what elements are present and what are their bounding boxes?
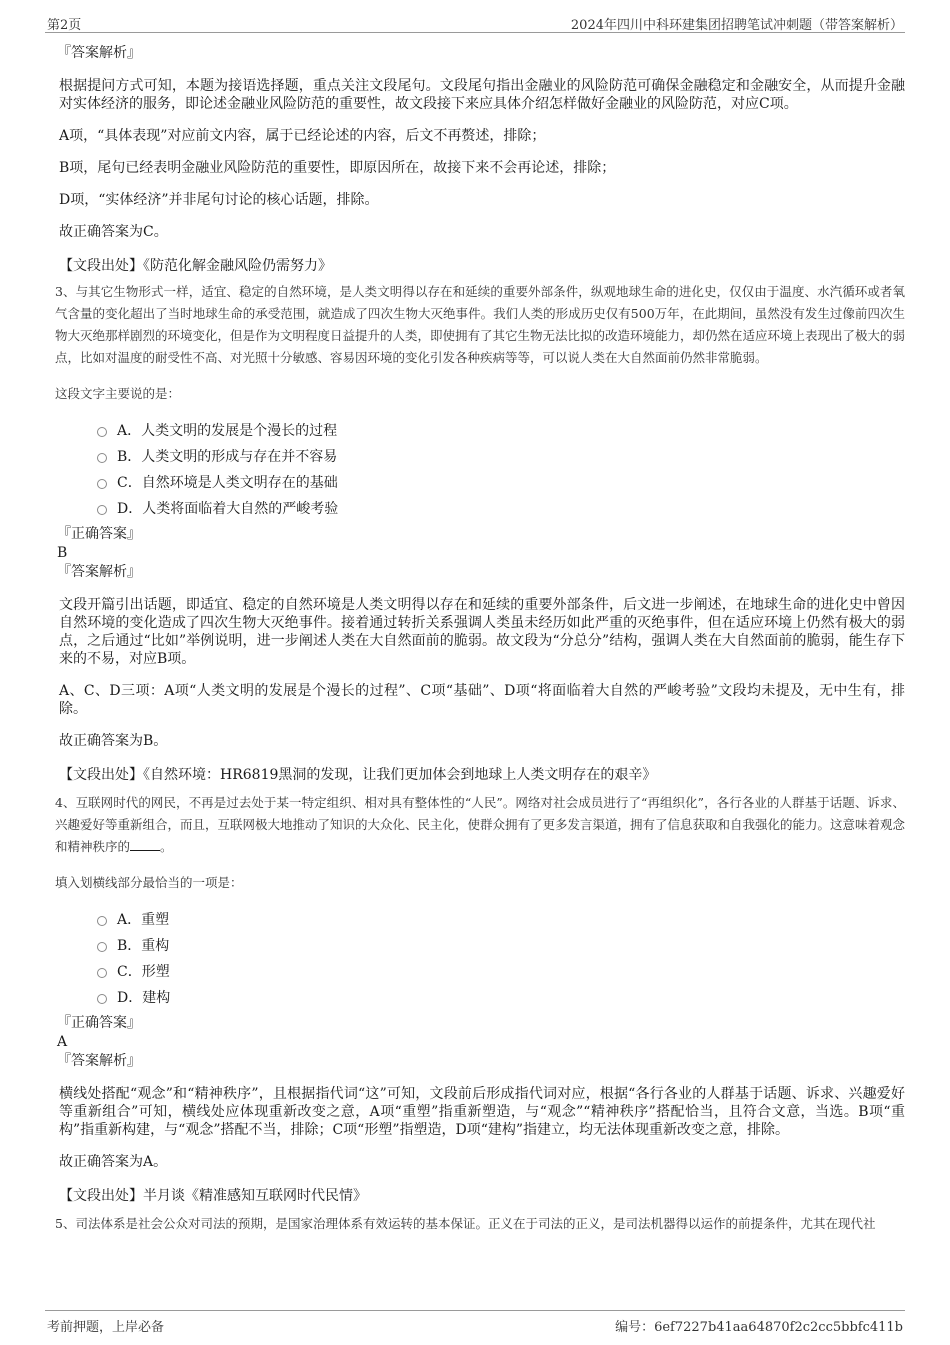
- question-3-prompt: 这段文字主要说的是：: [55, 386, 181, 401]
- question-4-option-d[interactable]: [97, 984, 905, 1010]
- prev-analysis-para-3: B项，尾句已经表明金融业风险防范的重要性，即原因所在，故接下来不会再论述，排除；: [59, 160, 616, 176]
- question-3-analysis-para-2: A、C、D三项：A项“人类文明的发展是个漫长的过程”、C项“基础”、D项“将面临着大自然的严峻考验”文段均未提及，无中生有，排除。: [59, 683, 905, 717]
- question-4-option-a[interactable]: [97, 906, 905, 932]
- question-3-option-b[interactable]: [97, 443, 905, 469]
- analysis-label: 『答案解析』: [57, 564, 141, 580]
- option-label: B．重构: [117, 938, 170, 954]
- question-3-answer: [55, 525, 905, 582]
- correct-answer-value: A: [57, 1034, 68, 1050]
- analysis-label: 『答案解析』: [57, 1053, 141, 1069]
- prev-source: 【文段出处】《防范化解金融风险仍需努力》: [59, 258, 332, 274]
- question-4-option-c[interactable]: [97, 958, 905, 984]
- option-label: B．人类文明的形成与存在并不容易: [117, 449, 338, 465]
- question-5-text-partial: 5、司法体系是社会公众对司法的预期，是国家治理体系有效运转的基本保证。正义在于司法的正义，是司法机器得以运作的前提条件，尤其在现代社: [55, 1216, 876, 1231]
- option-label: C．自然环境是人类文明存在的基础: [117, 475, 338, 491]
- question-3-option-a[interactable]: [97, 417, 905, 443]
- correct-answer-label: 『正确答案』: [57, 526, 141, 542]
- correct-answer-value: B: [57, 545, 68, 561]
- document-id: 编号：6ef7227b41aa64870f2c2cc5bbfc411b: [615, 1320, 903, 1335]
- prev-analysis-label: 『答案解析』: [57, 45, 141, 61]
- prev-analysis-para-4: D项，“实体经济”并非尾句讨论的核心话题，排除。: [59, 192, 379, 208]
- question-3-analysis-para-1: 文段开篇引出话题，即适宜、稳定的自然环境是人类文明得以存在和延续的重要外部条件，后文进一步阐述，在地球生命的进化史中曾因自然环境的变化造成了四次生物大灭绝事件。接着通过转折关系强调人类虽未经历如此严重的灭绝事件，但在适应环境上仍然有极大的弱点，之后通过“比如”举例说明，进一步阐述人类在大自然面前的脆弱。故文段为“分总分”结构，强调人类在大自然面前的脆弱，能生存下来的不易，对应B项。: [59, 597, 905, 667]
- page-header: [45, 12, 905, 33]
- question-3-option-d[interactable]: [97, 495, 905, 521]
- option-label: D．建构: [117, 990, 171, 1006]
- radio-icon[interactable]: [97, 942, 107, 952]
- question-4-conclusion: 故正确答案为A。: [59, 1154, 168, 1170]
- prev-analysis-conclusion: 故正确答案为C。: [59, 224, 168, 240]
- question-3-conclusion: 故正确答案为B。: [59, 733, 168, 749]
- question-4-source: 【文段出处】半月谈《精准感知互联网时代民情》: [59, 1188, 367, 1204]
- question-4-text-after: 。: [160, 839, 173, 854]
- radio-icon[interactable]: [97, 427, 107, 437]
- prev-analysis-para-1: 根据提问方式可知，本题为接语选择题，重点关注文段尾句。文段尾句指出金融业的风险防范可确保金融稳定和金融安全，从而提升金融对实体经济的服务，即论述金融业风险防范的重要性，故文段接下来应具体介绍怎样做好金融业的风险防范，对应C项。: [59, 78, 905, 112]
- correct-answer-label: 『正确答案』: [57, 1015, 141, 1031]
- fill-in-blank: [130, 838, 160, 851]
- question-4-options: [97, 906, 905, 1010]
- question-3-option-c[interactable]: [97, 469, 905, 495]
- question-4-option-b[interactable]: [97, 932, 905, 958]
- question-3-options: [97, 417, 905, 521]
- footer-slogan: 考前押题，上岸必备: [47, 1320, 165, 1335]
- question-4-prompt: 填入划横线部分最恰当的一项是：: [55, 875, 243, 890]
- radio-icon[interactable]: [97, 994, 107, 1004]
- question-4-answer: [55, 1014, 905, 1071]
- option-label: D．人类将面临着大自然的严峻考验: [117, 501, 339, 517]
- radio-icon[interactable]: [97, 505, 107, 515]
- page-content: [55, 44, 905, 1294]
- option-label: A．重塑: [117, 912, 170, 928]
- question-3-source: 【文段出处】《自然环境：HR6819黑洞的发现，让我们更加体会到地球上人类文明存在的艰辛》: [59, 767, 657, 783]
- radio-icon[interactable]: [97, 916, 107, 926]
- page-footer: [45, 1310, 905, 1333]
- radio-icon[interactable]: [97, 968, 107, 978]
- question-4-text-before: 4、互联网时代的网民，不再是过去处于某一特定组织、相对具有整体性的“人民”。网络对社会成员进行了“再组织化”，各行各业的人群基于话题、诉求、兴趣爱好等重新组合，而且，互联网极大地推动了知识的大众化、民主化，使群众拥有了更多发言渠道，拥有了信息获取和自我强化的能力。这意味着观念和精神秩序的: [55, 795, 905, 854]
- page-number: 第2页: [47, 18, 82, 33]
- prev-analysis-para-2: A项，“具体表现”对应前文内容，属于已经论述的内容，后文不再赘述，排除；: [59, 128, 546, 144]
- radio-icon[interactable]: [97, 479, 107, 489]
- question-3-text: 3、与其它生物形式一样，适宜、稳定的自然环境，是人类文明得以存在和延续的重要外部条件，纵观地球生命的进化史，仅仅由于温度、水汽循环或者氧气含量的变化超出了当时地球生命的承受范围，就造成了四次生物大灭绝事件。我们人类的形成历史仅有500万年，在此期间，虽然没有发生过像前四次生物大灭绝那样剧烈的环境变化，但是作为文明程度日益提升的人类，即使拥有了其它生物无法比拟的改造环境能力，却仍然在适应环境上表现出了极大的弱点，比如对温度的耐受性不高、对光照十分敏感、容易因环境的变化引发各种疾病等等，可以说人类在大自然面前仍然非常脆弱。: [55, 284, 905, 365]
- option-label: C．形塑: [117, 964, 170, 980]
- document-title: 2024年四川中科环建集团招聘笔试冲刺题（带答案解析）: [570, 18, 903, 33]
- radio-icon[interactable]: [97, 453, 107, 463]
- question-4-text: [55, 792, 905, 858]
- question-4-analysis-para-1: 横线处搭配“观念”和“精神秩序”，且根据指代词“这”可知，文段前后形成指代词对应，根据“各行各业的人群基于话题、诉求、兴趣爱好等重新组合”可知，横线处应体现重新改变之意，A项“重塑”指重新塑造，与“观念”“精神秩序”搭配恰当，且符合文意，当选。B项“重构”指重新构建，与“观念”搭配不当，排除；C项“形塑”指塑造，D项“建构”指建立，均无法体现重新改变之意，排除。: [59, 1086, 905, 1138]
- option-label: A．人类文明的发展是个漫长的过程: [117, 423, 338, 439]
